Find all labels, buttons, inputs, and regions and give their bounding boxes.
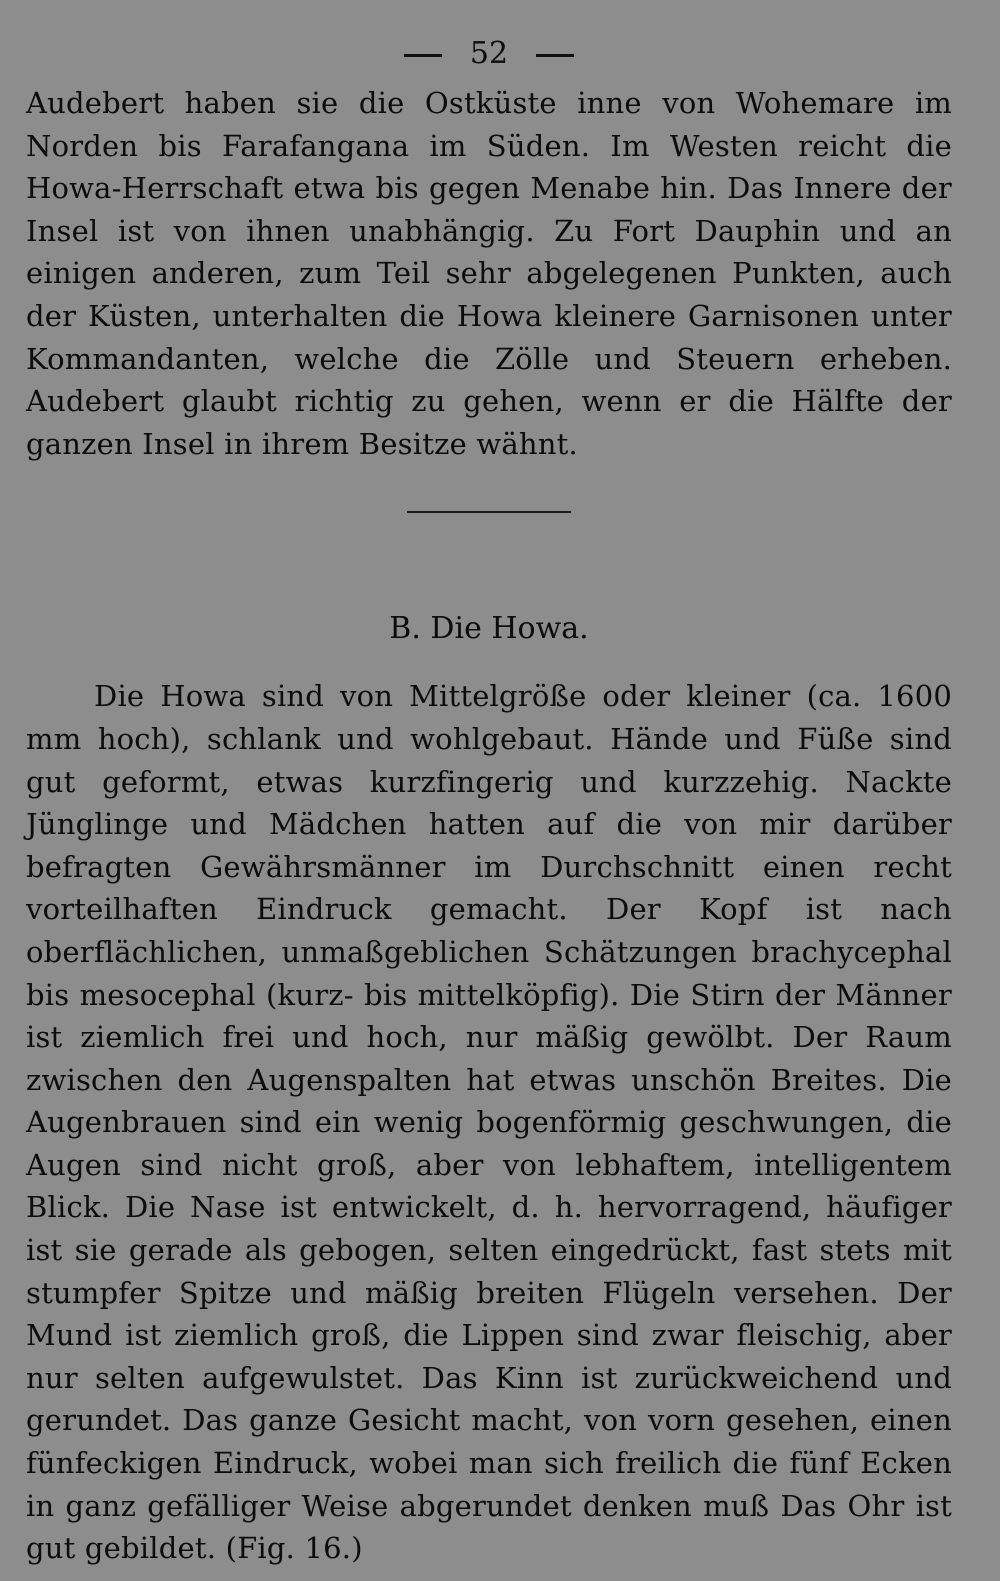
section-paragraph: Die Howa sind von Mittelgröße oder kleiner (ca. 1600 mm hoch), schlank und wohlgebaut. Hände und Füße sind gut geformt, etwas kurzfingerig und kurzzehig. Nackte Jünglinge und Mädchen hatten auf die von mir darüber befragten Gewährsmänner im Durchschnitt einen recht vorteilhaften Eindruck gemacht. Der Kopf ist nach oberflächlichen, unmaßgeblichen Schätzungen brachycephal bis mesocephal (kurz- bis mittelköpfig). Die Stirn der Männer ist ziemlich frei und hoch, nur mäßig gewölbt. Der Raum zwischen den Augenspalten hat etwas unschön Breites. Die Augenbrauen sind ein wenig bogenförmig geschwungen, die Augen sind nicht groß, aber von lebhaftem, intelligentem Blick. Die Nase ist entwickelt, d. h. hervorragend, häufiger ist sie gerade als gebogen, selten eingedrückt, fast stets mit stumpfer Spitze und mäßig breiten Flügeln versehen. Der Mund ist ziemlich groß, die Lippen sind zwar fleischig, aber nur selten aufgewulstet. Das Kinn ist zurückweichend und gerundet. Das ganze Gesicht macht, von vorn gesehen, einen fünfeckigen Eindruck, wobei man sich freilich die fünf Ecken in ganz gefälliger Weise abgerundet denken muß Das Ohr ist gut gebildet. (Fig. 16.) <box>26 679 952 1566</box>
section-separator <box>407 511 571 513</box>
page-number: 52 <box>469 36 509 71</box>
section-heading: B. Die Howa. <box>389 611 589 647</box>
page <box>26 34 952 1570</box>
header-dash-left <box>404 54 442 57</box>
header-dash-right <box>536 54 574 57</box>
page-header <box>26 34 952 82</box>
paragraph-continuation: Audebert haben sie die Ostküste inne von Wohemare im Norden bis Farafangana im Süden. Im Westen reicht die Howa-Herrschaft etwa bis gegen Menabe hin. Das Innere der Insel ist von ihnen unabhängig. Zu Fort Dauphin und an einigen anderen, zum Teil sehr abgelegenen Punkten, auch der Küsten, unterhalten die Howa kleinere Garnisonen unter Kommandanten, welche die Zölle und Steuern erheben. Audebert glaubt richtig zu gehen, wenn er die Hälfte der ganzen Insel in ihrem Besitze wähnt. <box>26 86 952 461</box>
